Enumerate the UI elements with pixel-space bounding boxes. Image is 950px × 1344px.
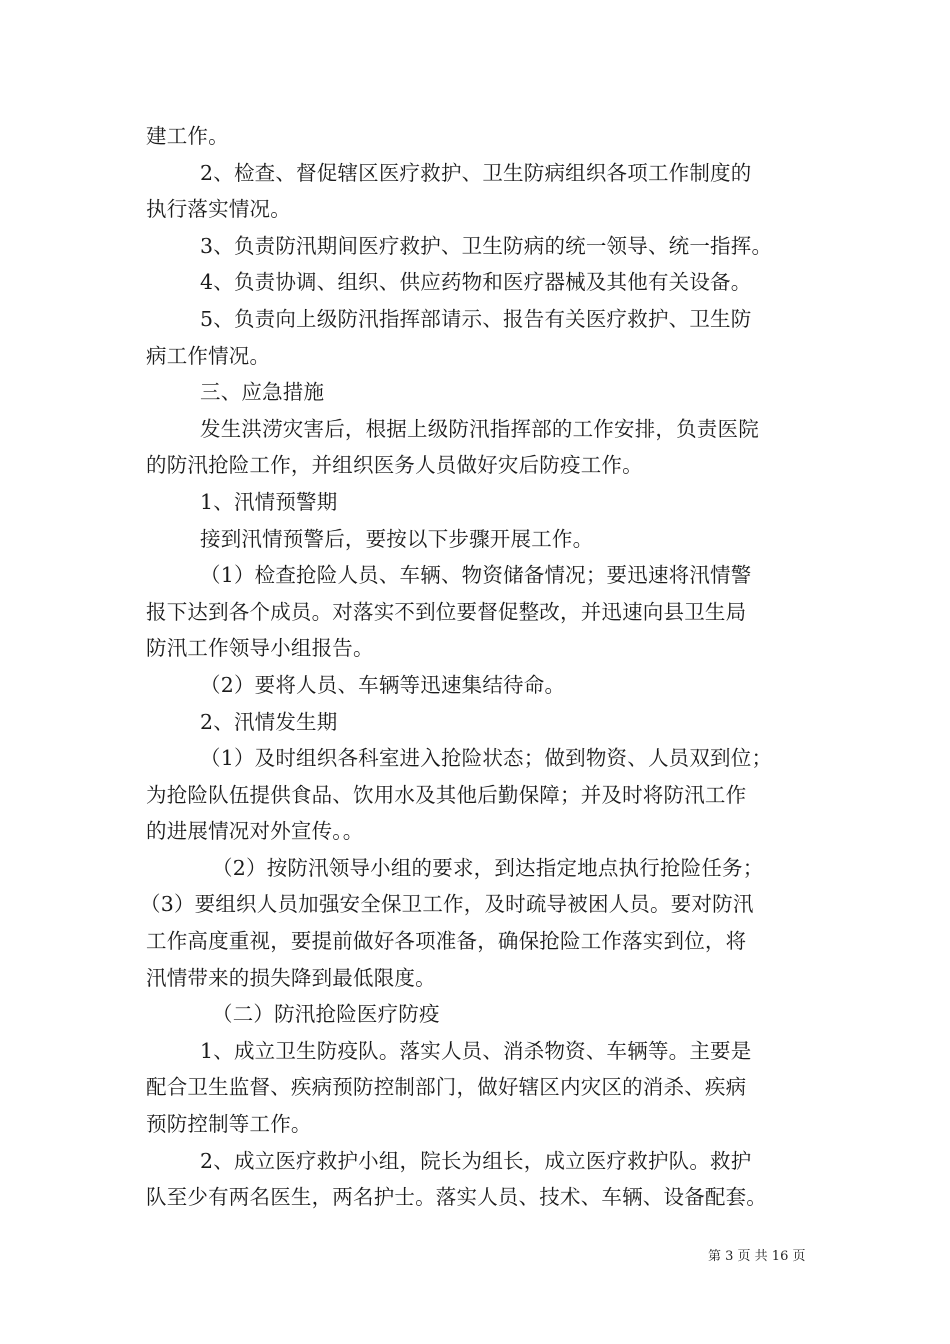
text-line: （2）按防汛领导小组的要求，到达指定地点执行抢险任务；	[212, 855, 764, 880]
text-line: 3、负责防汛期间医疗救护、卫生防病的统一领导、统一指挥。	[200, 233, 773, 258]
text-line: 1、汛情预警期	[200, 489, 338, 514]
text-line: 5、负责向上级防汛指挥部请示、报告有关医疗救护、卫生防	[200, 306, 752, 331]
text-line: 汛情带来的损失降到最低限度。	[146, 965, 436, 990]
text-line: （3）要组织人员加强安全保卫工作，及时疏导被困人员。要对防汛	[140, 892, 754, 917]
text-line: 的进展情况对外宣传。。	[146, 819, 364, 844]
text-line: 2、成立医疗救护小组，院长为组长，成立医疗救护队。救护	[200, 1148, 752, 1173]
text-line: 病工作情况。	[146, 343, 271, 368]
text-line: 2、汛情发生期	[200, 709, 338, 734]
text-line: 的防汛抢险工作，并组织医务人员做好灾后防疫工作。	[146, 453, 643, 478]
text-line: 接到汛情预警后，要按以下步骤开展工作。	[200, 526, 594, 551]
text-line: 报下达到各个成员。对落实不到位要督促整改，并迅速向县卫生局	[146, 599, 747, 624]
text-line: 工作高度重视，要提前做好各项准备，确保抢险工作落实到位，将	[146, 929, 747, 954]
text-line: 配合卫生监督、疾病预防控制部门，做好辖区内灾区的消杀、疾病	[146, 1075, 747, 1100]
text-line: 为抢险队伍提供食品、饮用水及其他后勤保障；并及时将防汛工作	[146, 782, 747, 807]
text-line: 三、应急措施	[200, 380, 325, 405]
text-line: 发生洪涝灾害后，根据上级防汛指挥部的工作安排，负责医院	[200, 416, 759, 441]
text-line: （1）检查抢险人员、车辆、物资储备情况；要迅速将汛情警	[200, 563, 752, 588]
text-line: 队至少有两名医生，两名护士。落实人员、技术、车辆、设备配套。	[146, 1185, 767, 1210]
document-body	[140, 118, 812, 1216]
text-line: 1、成立卫生防疫队。落实人员、消杀物资、车辆等。主要是	[200, 1038, 752, 1063]
page-footer: 第 3 页 共 16 页	[708, 1249, 806, 1264]
text-line: 防汛工作领导小组报告。	[146, 636, 374, 661]
text-line: 预防控制等工作。	[146, 1112, 312, 1137]
text-line: 执行落实情况。	[146, 197, 291, 222]
text-line: （2）要将人员、车辆等迅速集结待命。	[200, 672, 566, 697]
text-line: 建工作。	[146, 124, 229, 148]
text-line: 2、检查、督促辖区医疗救护、卫生防病组织各项工作制度的	[200, 160, 752, 185]
text-line: （二）防汛抢险医疗防疫	[212, 1002, 440, 1027]
text-line: （1）及时组织各科室进入抢险状态；做到物资、人员双到位；	[200, 746, 773, 771]
text-line: 4、负责协调、组织、供应药物和医疗器械及其他有关设备。	[200, 270, 752, 295]
